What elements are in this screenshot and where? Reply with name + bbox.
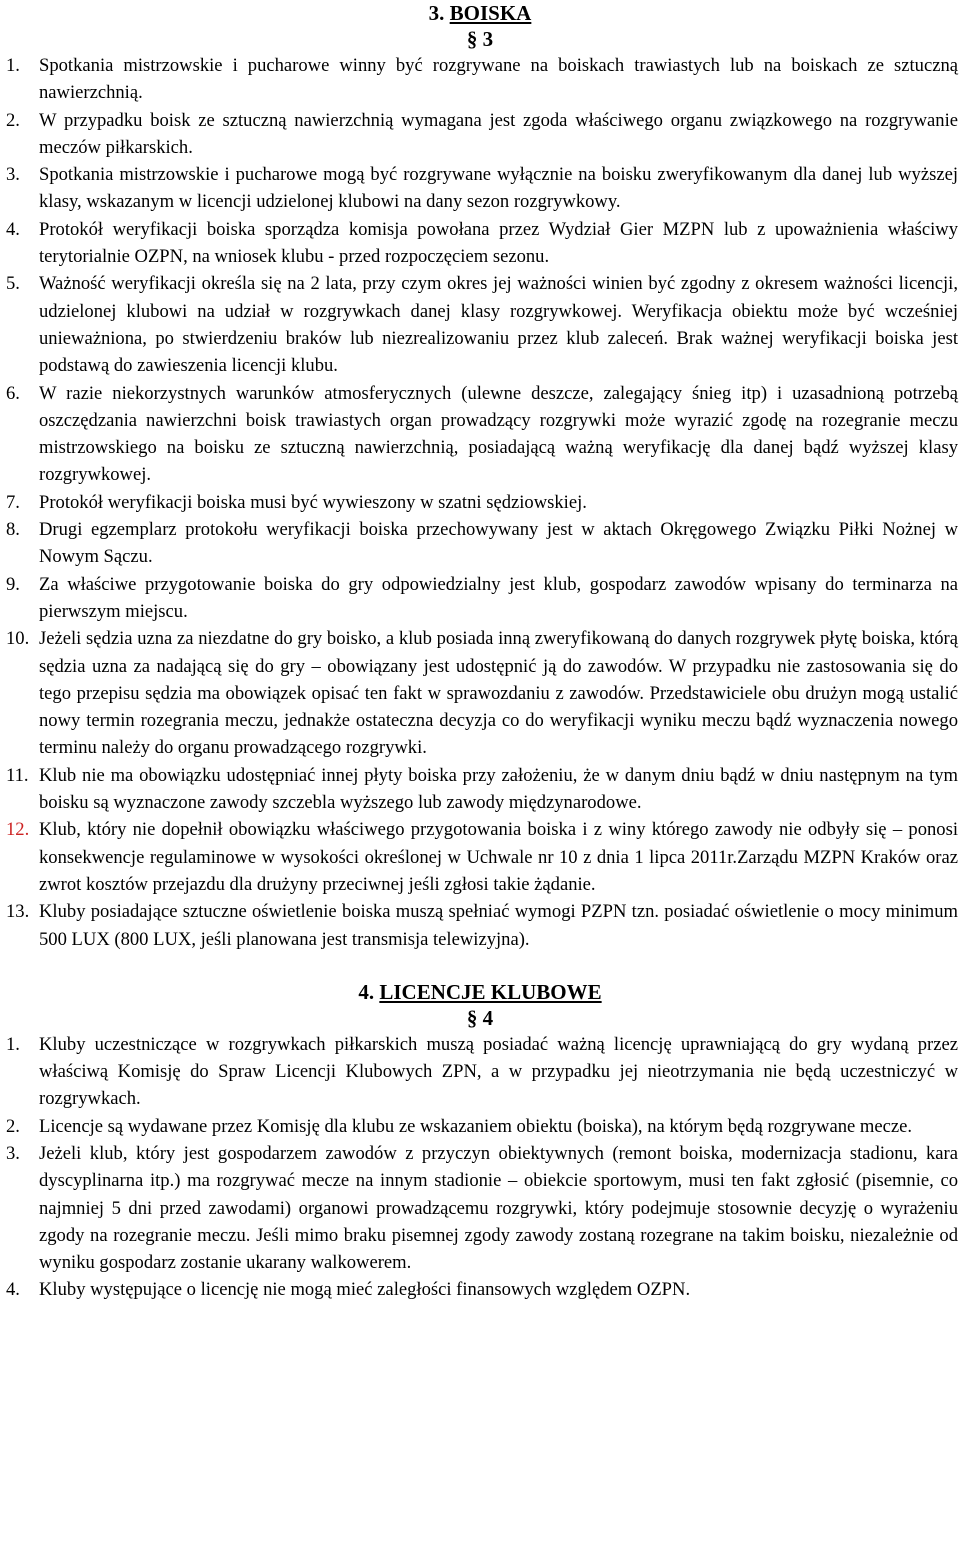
item-text: Jeżeli klub, który jest gospodarzem zawodów z przyczyn obiektywnych (remont boiska, modernizacja stadionu, kara dyscyplinarna itp.) ma rozgrywać mecze na innym stadionie – obiekcie sportowym, musi ten fakt zgłosić (pisemnie, co najmniej 5 dni przed zawodami) organowi prowadzącemu rozgrywki, który podejmuje stosownie decyzję o wyrażeniu zgody na rozegranie meczu. Jeśli mimo braku pisemnej zgody zawody zostaną rozegrane na takim boisku, niezależnie od wyniku gospodarz zostanie ukarany walkowerem. <box>39 1142 958 1274</box>
list-item <box>0 380 960 489</box>
item-number: 9. <box>6 573 20 595</box>
section-title: LICENCJE KLUBOWE <box>379 979 602 1004</box>
list-item <box>0 107 960 162</box>
item-text: Jeżeli sędzia uzna za niezdatne do gry boisko, a klub posiada inną zweryfikowaną do danych rozgrywek płytę boiska, którą sędzia uzna za nadającą się do gry – obowiązany jest udostępnić ją do zawodów. W przypadku nie zastosowania się do tego przepisu sędzia ma obowiązek opisać ten fakt w sprawozdaniu z zawodów. Przedstawiciele obu drużyn mogą ustalić nowy termin rozegrania meczu, jednakże ostateczna decyzja co do weryfikacji wyniku meczu bądź wyznaczenia nowego terminu należy do organu prowadzącego rozgrywki. <box>39 628 958 759</box>
item-number: 6. <box>6 382 20 404</box>
item-text: W razie niekorzystnych warunków atmosferycznych (ulewne deszcze, zalegający śnieg itp) i uzasadnioną potrzebą oszczędzania nawierzchni boisk trawiastych organ prowadzący rozgrywki może wyrazić zgodę na rozegranie meczu mistrzowskiego na boisku ze sztuczną nawierzchnią, posiadającą ważną weryfikację dla danej bądź wyższej klasy rozgrywkowej. <box>39 382 958 486</box>
item-number: 2. <box>6 1115 20 1137</box>
item-text: Kluby posiadające sztuczne oświetlenie boiska muszą spełniać wymogi PZPN tzn. posiadać oświetlenie o mocy minimum 500 LUX (800 LUX, jeśli planowana jest transmisja telewizyjna). <box>39 901 958 950</box>
list-item <box>0 489 960 516</box>
item-number: 4. <box>6 1279 20 1301</box>
list-item <box>0 52 960 107</box>
item-text: Klub, który nie dopełnił obowiązku właściwego przygotowania boiska i z winy którego zawody nie odbyły się – ponosi konsekwencje regulaminowe w wysokości określonej w Uchwale nr 10 z dnia 1 lipca 2011r.Zarządu MZPN Kraków oraz zwrot kosztów przejazdu dla drużyny przeciwnej jeśli zgłosi takie żądanie. <box>39 819 958 895</box>
item-text: Za właściwe przygotowanie boiska do gry odpowiedzialny jest klub, gospodarz zawodów wpisany do terminarza na pierwszym miejscu. <box>39 573 958 622</box>
list-item <box>0 1276 960 1303</box>
list-item <box>0 1031 960 1113</box>
item-number: 13. <box>6 901 30 923</box>
item-text: Kluby uczestniczące w rozgrywkach piłkarskich muszą posiadać ważną licencję uprawniającą do gry wydaną przez właściwą Komisję do Spraw Licencji Klubowych ZPN, a w przypadku jej nieotrzymania nie będą uczestniczyć w rozgrywkach. <box>39 1033 958 1110</box>
item-number: 5. <box>6 273 20 295</box>
list-item <box>0 898 960 953</box>
item-number: 11. <box>6 764 29 786</box>
section-number: 3. <box>428 1 445 25</box>
rules-list <box>0 1031 960 1304</box>
item-text: Protokół weryfikacji boiska sporządza komisja powołana przez Wydział Gier MZPN lub z upoważnienia właściwy terytorialnie OZPN, na wniosek klubu - przed rozpoczęciem sezonu. <box>39 218 958 268</box>
list-item <box>0 216 960 271</box>
section-spacer <box>0 953 960 979</box>
list-item <box>0 1113 960 1140</box>
item-text: Licencje są wydawane przez Komisję dla klubu ze wskazaniem obiektu (boiska), na którym będą rozgrywane mecze. <box>39 1115 913 1137</box>
paragraph-mark: § 3 <box>466 27 494 51</box>
item-number: 7. <box>6 491 20 513</box>
rules-list <box>0 52 960 953</box>
item-text: W przypadku boisk ze sztuczną nawierzchnią wymagana jest zgoda właściwego organu związkowego na rozgrywanie meczów piłkarskich. <box>39 109 958 158</box>
list-item <box>0 270 960 379</box>
item-text: Kluby występujące o licencję nie mogą mieć zaległości finansowych względem OZPN. <box>39 1279 691 1301</box>
section-title: BOISKA <box>449 1 532 25</box>
list-item <box>0 571 960 626</box>
list-item <box>0 516 960 571</box>
item-text: Protokół weryfikacji boiska musi być wywieszony w szatni sędziowskiej. <box>39 491 587 513</box>
item-text: Ważność weryfikacji określa się na 2 lata, przy czym okres jej ważności winien być zgodny z okresem ważności licencji, udzielonej klubowi na udział w rozgrywkach danej klasy rozgrywkowej. Weryfikacja obiektu może być wcześniej unieważniona, po stwierdzeniu braków lub niezrealizowaniu przez klub zaleceń. Brak ważnej weryfikacji boiska jest podstawą do zawieszenia licencji klubu. <box>39 273 958 377</box>
item-text: Spotkania mistrzowskie i pucharowe mogą być rozgrywane wyłącznie na boisku zweryfikowanym dla danej lub wyższej klasy, wskazanym w licencji udzielonej klubowi na dany sezon rozgrywkowy. <box>39 164 958 213</box>
item-number-highlighted: 12. <box>6 819 30 841</box>
item-number: 2. <box>6 109 20 131</box>
item-text: Klub nie ma obowiązku udostępniać innej płyty boiska przy założeniu, że w danym dniu bądź w dniu następnym na tym boisku są wyznaczone zawody szczebla wyższego lub zawody międzynarodowe. <box>39 764 958 814</box>
section-heading <box>0 0 960 26</box>
item-number: 3. <box>6 1142 20 1164</box>
item-number: 1. <box>6 55 20 76</box>
section-heading <box>0 979 960 1005</box>
item-number: 1. <box>6 1033 20 1055</box>
list-item <box>0 161 960 216</box>
list-item <box>0 1140 960 1276</box>
list-item <box>0 625 960 761</box>
section-licencje-klubowe <box>0 979 960 1304</box>
item-number: 8. <box>6 519 20 541</box>
list-item <box>0 816 960 898</box>
list-item <box>0 762 960 817</box>
item-text: Drugi egzemplarz protokołu weryfikacji boiska przechowywany jest w aktach Okręgowego Związku Piłki Nożnej w Nowym Sączu. <box>39 519 958 568</box>
item-text: Spotkania mistrzowskie i pucharowe winny być rozgrywane na boiskach trawiastych lub na boiskach ze sztuczną nawierzchnią. <box>39 55 958 104</box>
item-number: 4. <box>6 218 20 240</box>
item-number: 3. <box>6 164 20 186</box>
item-number: 10. <box>6 628 30 650</box>
section-number: 4. <box>358 979 375 1004</box>
paragraph-mark: § 4 <box>466 1005 494 1030</box>
